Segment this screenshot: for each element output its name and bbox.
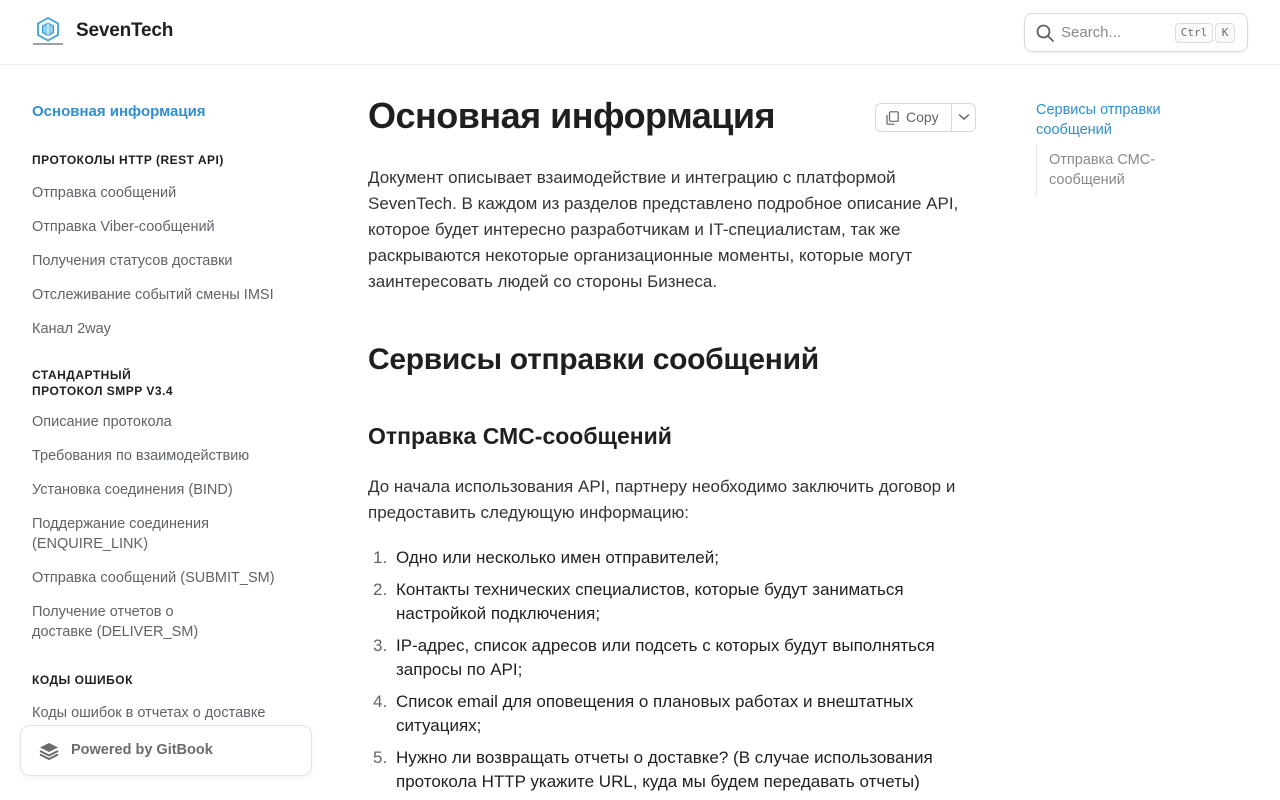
sidebar-item-enquire-link-line1: Поддержание соединения	[32, 516, 209, 532]
powered-by-gitbook[interactable]	[20, 725, 312, 776]
list-item	[368, 746, 973, 794]
page-title: Основная информация	[368, 95, 776, 136]
sidebar-item-deliver-sm-line1: Получение отчетов о	[32, 604, 174, 620]
seventech-logo-icon[interactable]	[31, 16, 65, 48]
page-toc	[1036, 65, 1256, 265]
sidebar-section-http: ПРОТОКОЛЫ HTTP (REST API)	[32, 153, 224, 167]
list-item-number: 1.	[373, 548, 388, 567]
search-box[interactable]	[1024, 13, 1248, 52]
copy-options-dropdown[interactable]	[952, 104, 976, 131]
copy-button-label: Copy	[906, 109, 939, 125]
sidebar-item-requirements[interactable]: Требования по взаимодействию	[32, 448, 250, 464]
list-item	[368, 690, 973, 738]
intro-paragraph: Документ описывает взаимодействие и интеграцию с платформой SevenTech. В каждом из разделов представлено подробное описание API, которое будет интересно разработчикам и IT-специалистам, так же раскрываются некоторые организационные моменты, которые могут заинтересовать людей со стороны Бизнеса.	[368, 168, 959, 291]
copy-icon	[886, 111, 899, 125]
sidebar-item-2way[interactable]: Канал 2way	[32, 321, 111, 337]
list-item-number: 5.	[373, 748, 388, 767]
sidebar-section-smpp	[32, 367, 173, 399]
list-item-number: 2.	[373, 580, 388, 599]
list-item-text: Контакты технических специалистов, которые будут заниматься настройкой подключения;	[396, 580, 904, 623]
sidebar-item-delivery-status[interactable]: Получения статусов доставки	[32, 253, 233, 269]
sidebar-section-error-codes: КОДЫ ОШИБОК	[32, 673, 133, 687]
sidebar-item-deliver-sm-line2: доставке (DELIVER_SM)	[32, 624, 199, 640]
chevron-down-icon	[958, 113, 970, 121]
search-icon	[1035, 23, 1055, 43]
toc-item-sms[interactable]: Отправка СМС-сообщений	[1049, 152, 1156, 188]
list-item-text: Список email для оповещения о плановых работах и внештатных ситуациях;	[396, 692, 914, 735]
sidebar-item-imsi-events[interactable]: Отслеживание событий смены IMSI	[32, 287, 274, 303]
shortcut-k-key: K	[1215, 23, 1235, 43]
sidebar-section-smpp-line2: ПРОТОКОЛ SMPP V3.4	[32, 384, 174, 398]
list-item-text: Нужно ли возвращать отчеты о доставке? (В случае использования протокола HTTP укажите URL, куда мы будем передавать отчеты)	[396, 748, 933, 791]
search-placeholder: Search...	[1061, 24, 1122, 41]
gitbook-icon	[37, 740, 61, 762]
main-content	[368, 65, 978, 800]
toc-sub-divider	[1036, 145, 1037, 195]
sidebar-item-submit-sm[interactable]: Отправка сообщений (SUBMIT_SM)	[32, 570, 275, 586]
sidebar-section-smpp-line1: СТАНДАРТНЫЙ	[32, 368, 132, 382]
sidebar-item-main-info[interactable]: Основная информация	[32, 103, 206, 120]
copy-button-group	[875, 103, 976, 132]
copy-button[interactable]	[876, 104, 951, 131]
shortcut-ctrl-key: Ctrl	[1175, 23, 1213, 43]
sidebar-item-enquire-link[interactable]	[32, 514, 209, 554]
toc-item-messaging-services[interactable]: Сервисы отправки сообщений	[1036, 102, 1161, 138]
list-item	[368, 578, 973, 626]
list-item-text: Одно или несколько имен отправителей;	[396, 548, 719, 567]
section-heading-messaging-services: Сервисы отправки сообщений	[368, 343, 819, 376]
list-item-number: 3.	[373, 636, 388, 655]
sidebar-item-send-messages[interactable]: Отправка сообщений	[32, 185, 177, 201]
sidebar-item-enquire-link-line2: (ENQUIRE_LINK)	[32, 536, 149, 552]
subsection-heading-sms: Отправка СМС-сообщений	[368, 423, 672, 449]
brand-name[interactable]: SevenTech	[76, 20, 174, 41]
top-header	[0, 0, 1280, 65]
sidebar-item-error-codes-delivery[interactable]: Коды ошибок в отчетах о доставке	[32, 705, 266, 721]
requirements-paragraph: До начала использования API, партнеру необходимо заключить договор и предоставить следующую информацию:	[368, 477, 956, 522]
list-item-text: IP-адрес, список адресов или подсеть с которых будут выполняться запросы по API;	[396, 636, 935, 679]
sidebar-item-bind[interactable]: Установка соединения (BIND)	[32, 482, 233, 498]
sidebar-item-send-viber[interactable]: Отправка Viber-сообщений	[32, 219, 215, 235]
sidebar-item-deliver-sm[interactable]	[32, 602, 198, 642]
sidebar-item-protocol-description[interactable]: Описание протокола	[32, 414, 172, 430]
requirements-list	[368, 546, 973, 800]
sidebar-nav	[0, 65, 310, 800]
list-item	[368, 634, 973, 682]
list-item	[368, 546, 973, 570]
list-item-number: 4.	[373, 692, 388, 711]
powered-by-label: Powered by GitBook	[71, 742, 213, 758]
